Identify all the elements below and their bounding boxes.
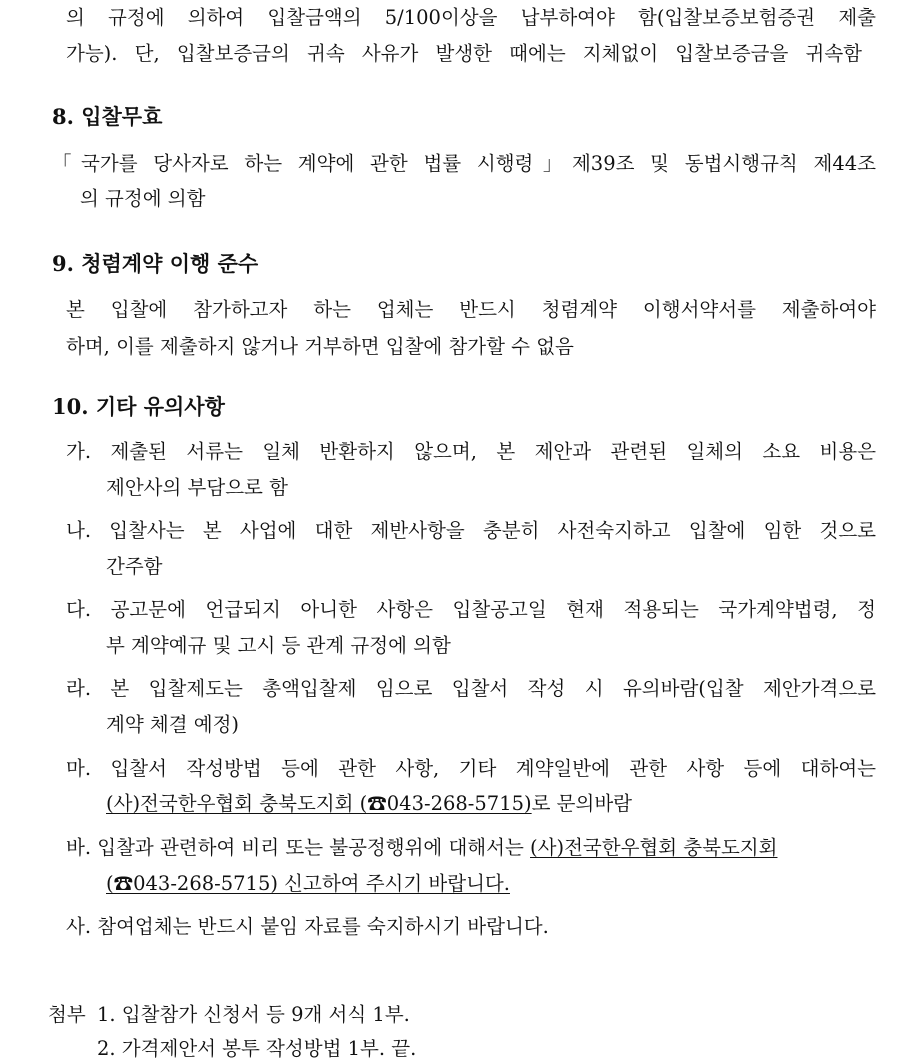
intro-line-2: 가능). 단, 입찰보증금의 귀속 사유가 발생한 때에는 지체없이 입찰보증금을 귀속함: [66, 42, 862, 65]
intro-line-1: 의 규정에 의하여 입찰금액의 5/100이상을 납부하여야 함(입찰보증보험증권 제출: [66, 6, 876, 29]
contact-rest: 로 문의바람: [531, 792, 633, 815]
item-da-line-2: 부 계약예규 및 고시 등 관계 규정에 의함: [106, 634, 451, 657]
item-ra-line-2: 계약 체결 예정): [106, 713, 240, 736]
item-ba-line-1: [66, 836, 876, 860]
item-ba-underlined-2: (☎043-268-5715) 신고하여 주시기 바랍니다.: [106, 872, 510, 895]
attachment-item-1: 1. 입찰참가 신청서 등 9개 서식 1부.: [97, 1003, 410, 1026]
item-ma-line-2: [106, 792, 632, 816]
contact-underlined: (사)전국한우협회 충북도지회 (☎043-268-5715): [106, 792, 532, 815]
section-10-heading: 10. 기타 유의사항: [52, 394, 225, 419]
attachment-item-2: 2. 가격제안서 봉투 작성방법 1부. 끝.: [97, 1037, 417, 1060]
item-ra-line-1: 라. 본 입찰제도는 총액입찰제 임으로 입찰서 작성 시 유의바람(입찰 제안가격으로: [66, 677, 876, 700]
item-da-line-1: 다. 공고문에 언급되지 아니한 사항은 입찰공고일 현재 적용되는 국가계약법령, 정: [66, 598, 876, 621]
item-ga-line-1: 가. 제출된 서류는 일체 반환하지 않으며, 본 제안과 관련된 일체의 소요 비용은: [66, 440, 876, 463]
section-8-line-2: 의 규정에 의함: [80, 187, 206, 210]
item-ba-underlined: (사)전국한우협회 충북도지회: [530, 836, 778, 859]
attachment-label: 첨부: [48, 1003, 86, 1026]
section-9-heading: 9. 청렴계약 이행 준수: [52, 251, 259, 276]
item-ga-line-2: 제안사의 부담으로 함: [106, 476, 288, 499]
section-8-heading: 8. 입찰무효: [52, 104, 163, 129]
section-9-line-2: 하며, 이를 제출하지 않거나 거부하면 입찰에 참가할 수 없음: [66, 335, 574, 358]
item-na-line-2: 간주함: [106, 555, 163, 578]
section-8-line-1: 「국가를 당사자로 하는 계약에 관한 법률 시행령」제39조 및 동법시행규칙 제44조: [52, 152, 876, 175]
section-9-line-1: 본 입찰에 참가하고자 하는 업체는 반드시 청렴계약 이행서약서를 제출하여야: [66, 298, 876, 321]
item-na-line-1: 나. 입찰사는 본 사업에 대한 제반사항을 충분히 사전숙지하고 입찰에 임한 것으로: [66, 519, 876, 542]
item-ba-plain: 바. 입찰과 관련하여 비리 또는 불공정행위에 대해서는: [66, 836, 531, 859]
item-sa-line-1: 사. 참여업체는 반드시 붙임 자료를 숙지하시기 바랍니다.: [66, 915, 549, 938]
item-ba-line-2: [106, 872, 510, 896]
item-ma-line-1: 마. 입찰서 작성방법 등에 관한 사항, 기타 계약일반에 관한 사항 등에 대하여는: [66, 757, 876, 780]
